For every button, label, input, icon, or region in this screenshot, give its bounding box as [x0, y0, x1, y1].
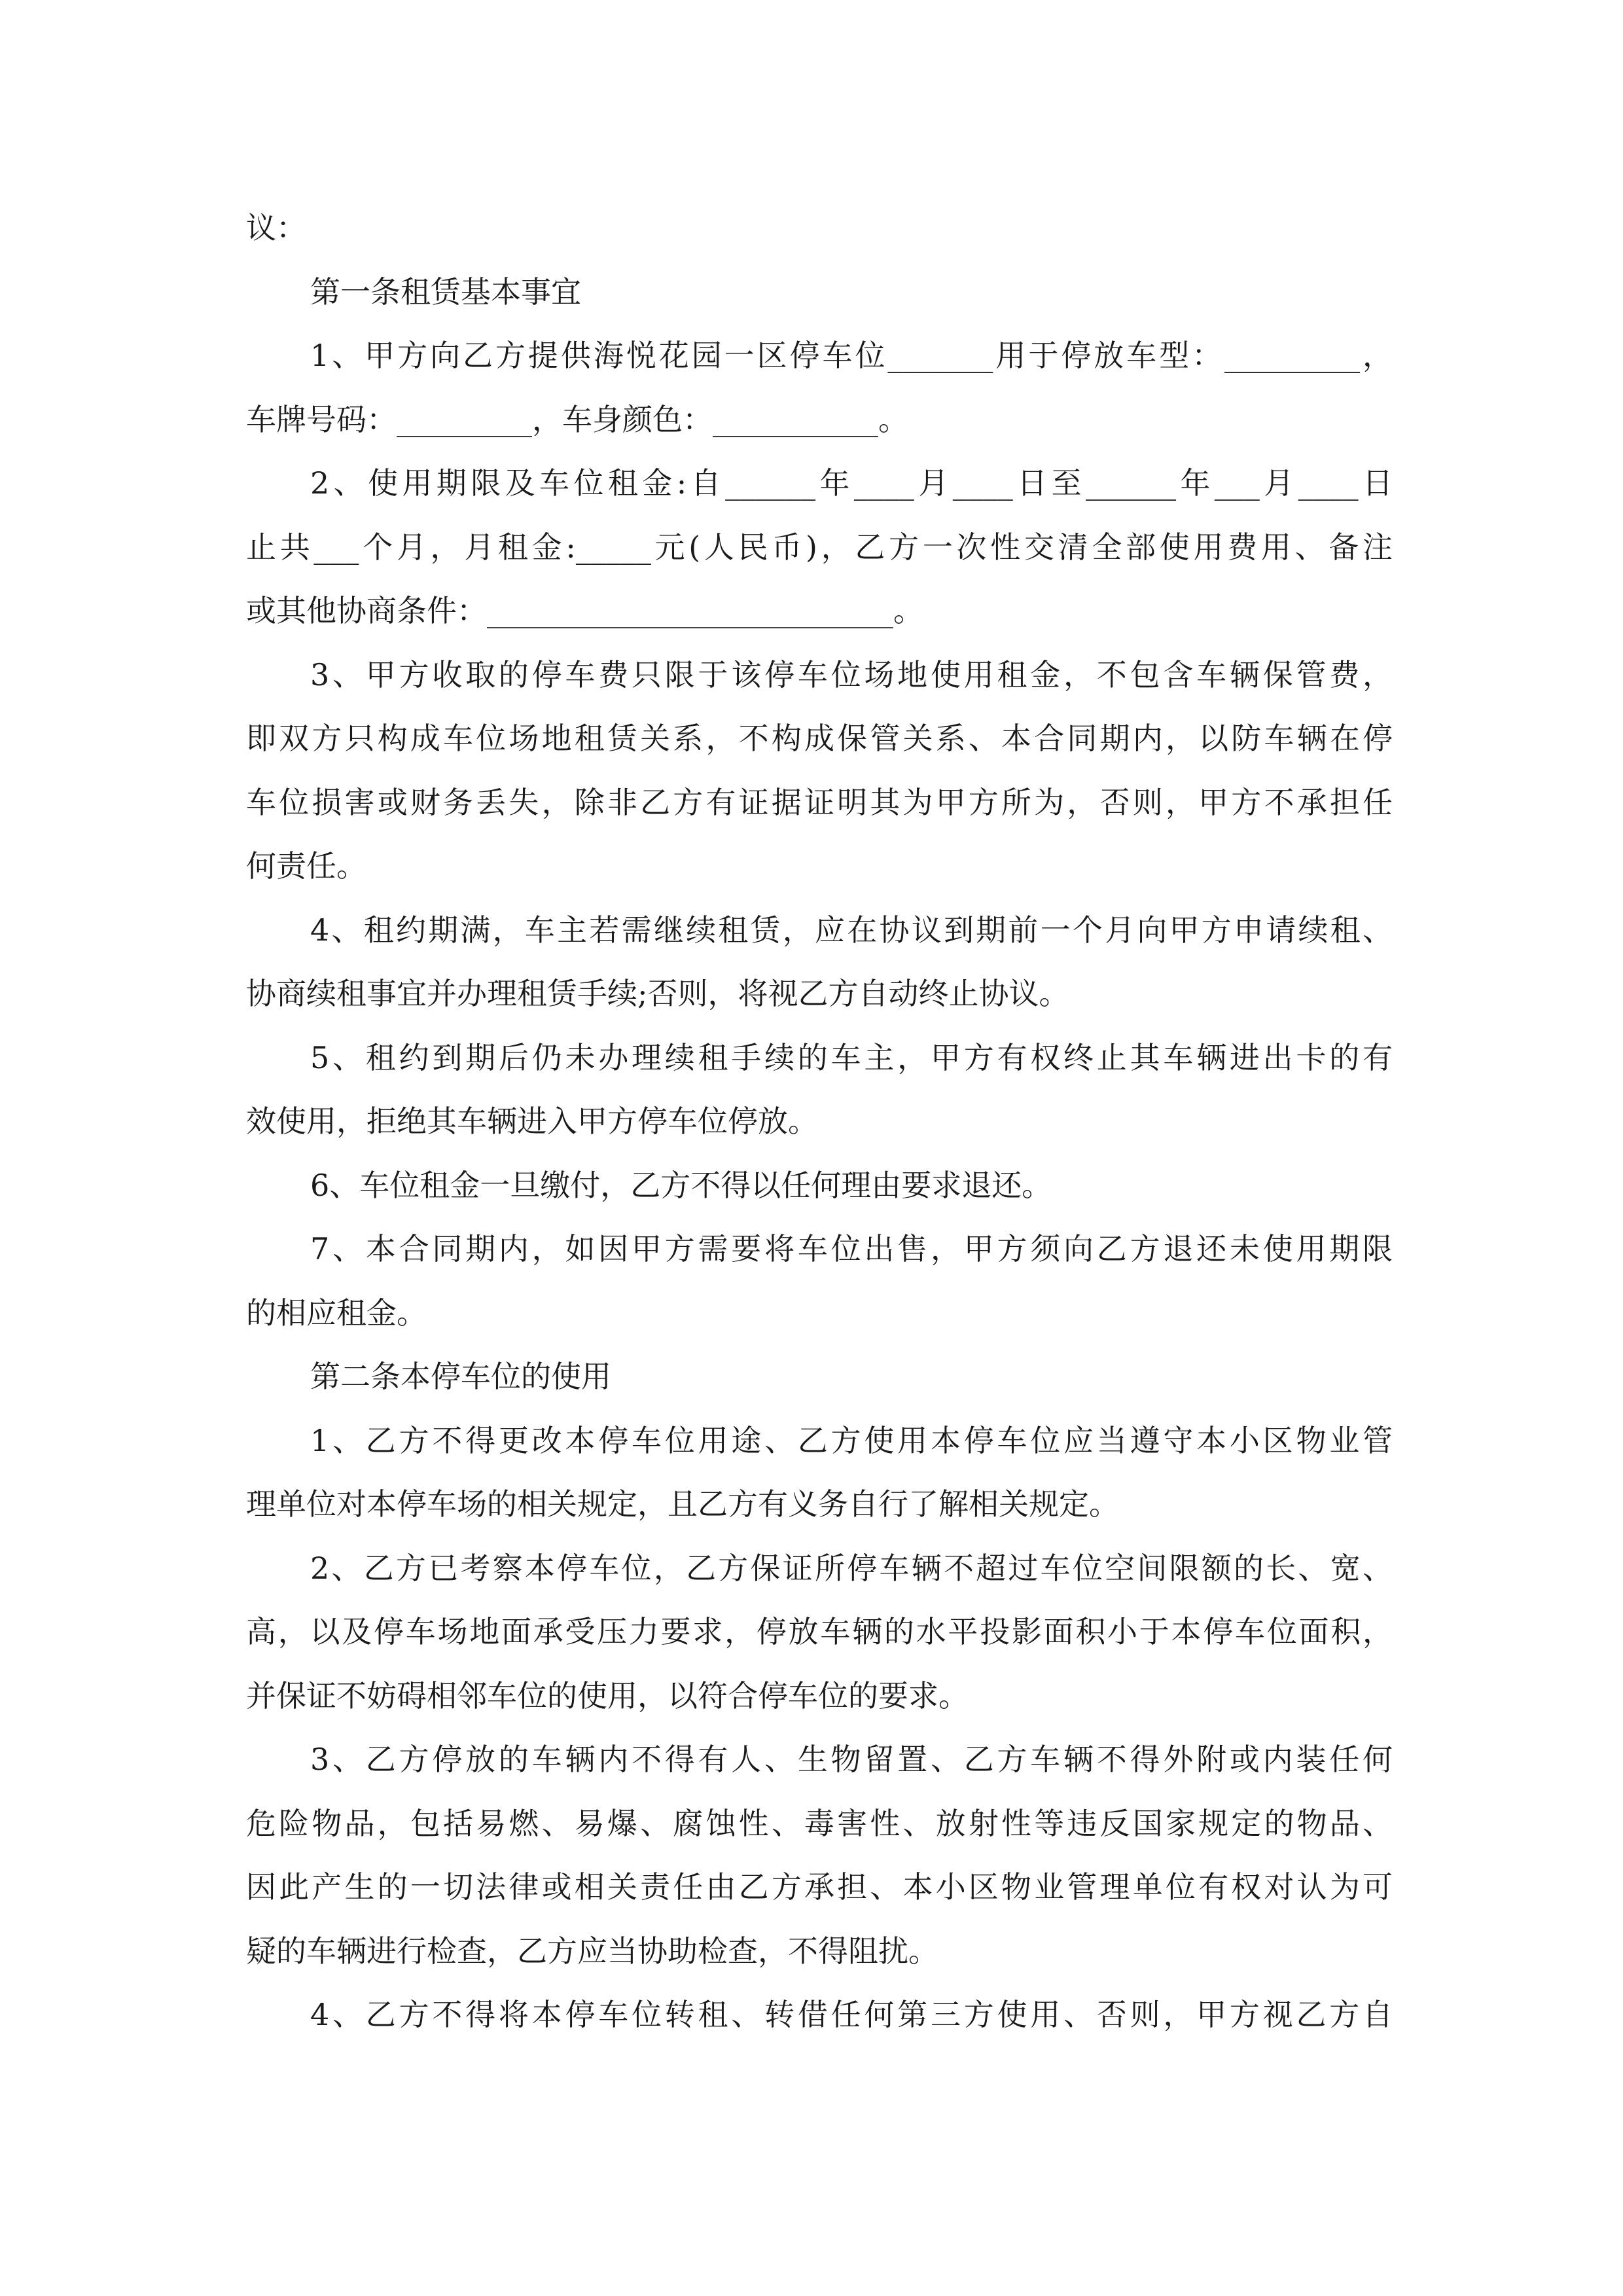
text-line: 议：	[246, 210, 306, 245]
text-line: 即双方只构成车位场地租赁关系，不构成保管关系、本合同期内，以防车辆在停	[246, 721, 1393, 756]
text-line: 7、本合同期内，如因甲方需要将车位出售，甲方须向乙方退还未使用期限	[310, 1231, 1393, 1266]
text-line: 2、使用期限及车位租金:自______年____月____日至______年___月____日	[310, 465, 1393, 501]
text-line: 4、乙方不得将本停车位转租、转借任何第三方使用、否则，甲方视乙方自	[310, 1997, 1393, 2032]
text-line: 6、车位租金一旦缴付，乙方不得以任何理由要求退还。	[310, 1167, 1052, 1203]
text-line: 效使用，拒绝其车辆进入甲方停车位停放。	[246, 1103, 818, 1139]
text-line: 并保证不妨碍相邻车位的使用，以符合停车位的要求。	[246, 1677, 969, 1713]
text-line: 止共___个月，月租金:_____元(人民币)，乙方一次性交清全部使用费用、备注	[246, 529, 1393, 565]
text-line: 第一条租赁基本事宜	[310, 274, 581, 310]
text-line: 第二条本停车位的使用	[310, 1359, 611, 1394]
text-line: 高，以及停车场地面承受压力要求，停放车辆的水平投影面积小于本停车位面积，	[246, 1614, 1393, 1649]
text-line: 车牌号码：_________，车身颜色：___________。	[246, 401, 908, 437]
text-line: 1、乙方不得更改本停车位用途、乙方使用本停车位应当遵守本小区物业管	[310, 1422, 1393, 1458]
text-line: 危险物品，包括易燃、易爆、腐蚀性、毒害性、放射性等违反国家规定的物品、	[246, 1805, 1393, 1841]
contract-body-text	[246, 196, 1393, 2047]
text-line: 3、甲方收取的停车费只限于该停车位场地使用租金，不包含车辆保管费，	[310, 656, 1393, 692]
text-line: 理单位对本停车场的相关规定，且乙方有义务自行了解相关规定。	[246, 1486, 1119, 1522]
text-line: 疑的车辆进行检查，乙方应当协助检查，不得阻扰。	[246, 1933, 938, 1969]
text-line: 因此产生的一切法律或相关责任由乙方承担、本小区物业管理单位有权对认为可	[246, 1869, 1393, 1905]
text-line: 2、乙方已考察本停车位，乙方保证所停车辆不超过车位空间限额的长、宽、	[310, 1550, 1393, 1586]
text-line: 或其他协商条件：___________________________。	[246, 593, 923, 628]
text-line: 何责任。	[246, 848, 366, 884]
text-line: 5、租约到期后仍未办理续租手续的车主，甲方有权终止其车辆进出卡的有	[310, 1039, 1393, 1075]
text-line: 1、甲方向乙方提供海悦花园一区停车位_______用于停放车型：_________，	[310, 338, 1393, 373]
text-line: 3、乙方停放的车辆内不得有人、生物留置、乙方车辆不得外附或内装任何	[310, 1742, 1393, 1777]
text-line: 协商续租事宜并办理租赁手续;否则，将视乙方自动终止协议。	[246, 976, 1069, 1011]
text-line: 4、租约期满，车主若需继续租赁，应在协议到期前一个月向甲方申请续租、	[310, 912, 1393, 948]
text-line: 的相应租金。	[246, 1295, 427, 1331]
text-line: 车位损害或财务丢失，除非乙方有证据证明其为甲方所为，否则，甲方不承担任	[246, 784, 1393, 820]
